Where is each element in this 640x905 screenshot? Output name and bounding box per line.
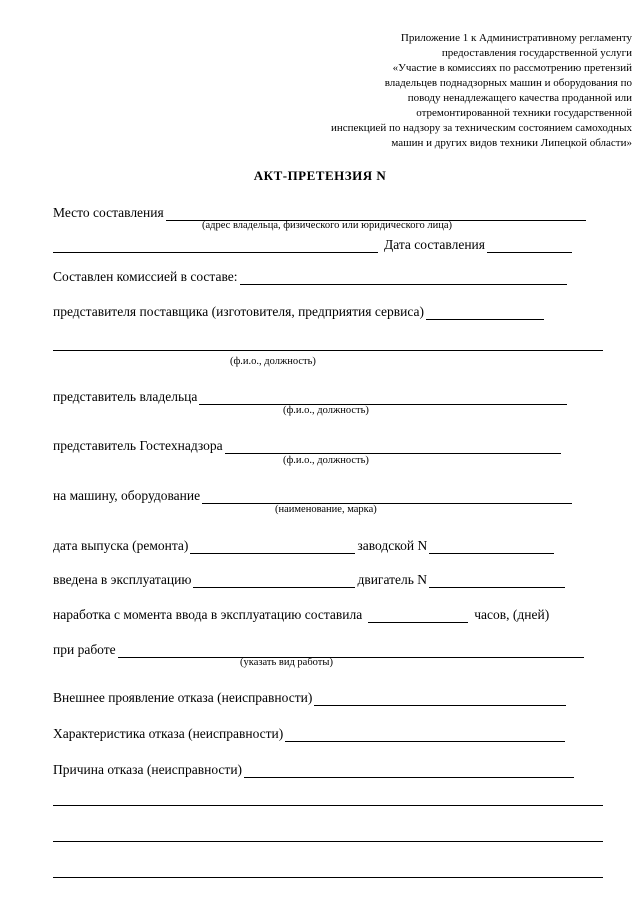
manifest-field[interactable] [314,693,566,706]
date-left-field[interactable] [53,240,378,253]
manifest-row [53,689,568,706]
date-field[interactable] [487,240,572,253]
owner-field[interactable] [199,392,567,405]
date-label: Дата составления [384,237,485,252]
release-row [53,537,556,554]
work-label: при работе [53,642,116,657]
supplier-row [53,303,546,320]
owner-label: представитель владельца [53,389,198,404]
owner-caption: (ф.и.о., должность) [283,405,369,416]
header-line-3: «Участие в комиссиях по рассмотрению претензий [392,62,632,74]
cause-row [53,761,576,778]
blank-line-2[interactable] [53,841,603,842]
manifest-label: Внешнее проявление отказа (неисправности) [53,690,313,705]
supplier-field[interactable] [426,307,544,320]
date-row [53,236,574,253]
runtime-field[interactable] [368,610,468,623]
cause-field[interactable] [244,765,574,778]
work-field[interactable] [118,645,584,658]
commission-label: Составлен комиссией в составе: [53,269,238,284]
gtn-caption: (ф.и.о., должность) [283,455,369,466]
machine-caption: (наименование, марка) [275,504,377,515]
character-field[interactable] [285,729,565,742]
supplier-caption: (ф.и.о., должность) [230,356,316,367]
release-field[interactable] [190,541,355,554]
runtime-units: часов, (дней) [474,607,550,622]
commission-row [53,268,569,285]
header-line-8: машин и других видов техники Липецкой области» [391,137,632,149]
header-line-6: отремонтированной техники государственной [416,107,632,119]
header-line-2: предоставления государственной услуги [441,47,632,59]
cause-label: Причина отказа (неисправности) [53,762,243,777]
engine-label: двигатель N [357,572,428,587]
commissioned-field[interactable] [193,575,355,588]
blank-line-3[interactable] [53,877,603,878]
machine-field[interactable] [202,491,572,504]
owner-row [53,388,569,405]
work-caption: (указать вид работы) [240,657,333,668]
blank-line-1[interactable] [53,805,603,806]
character-row [53,725,567,742]
machine-row [53,487,574,504]
work-row [53,641,586,658]
place-label: Место составления [53,205,164,220]
machine-label: на машину, оборудование [53,488,201,503]
header-line-4: владельцев поднадзорных машин и оборудования по [384,77,632,89]
supplier-line[interactable] [53,350,603,351]
gtn-field[interactable] [225,441,561,454]
commission-field[interactable] [240,272,567,285]
header-line-1: Приложение 1 к Административному регламенту [400,32,632,44]
gtn-row [53,437,563,454]
release-label: дата выпуска (ремонта) [53,538,189,553]
place-caption: (адрес владельца, физического или юридического лица) [202,220,453,231]
factory-label: заводской N [357,538,428,553]
commissioned-label: введена в эксплуатацию [53,572,192,587]
commissioned-row [53,571,567,588]
document-title: АКТ-ПРЕТЕНЗИЯ N [253,168,387,183]
supplier-label: представителя поставщика (изготовителя, предприятия сервиса) [53,304,424,319]
engine-field[interactable] [429,575,565,588]
header-line-7: инспекцией по надзору за техническим состоянием самоходных [330,122,632,134]
runtime-label: наработка с момента ввода в эксплуатацию составила [53,607,363,622]
character-label: Характеристика отказа (неисправности) [53,726,284,741]
header-line-5: поводу ненадлежащего качества проданной или [407,92,632,104]
place-row [53,204,588,221]
runtime-row [53,606,549,623]
gtn-label: представитель Гостехнадзора [53,438,223,453]
factory-field[interactable] [429,541,554,554]
